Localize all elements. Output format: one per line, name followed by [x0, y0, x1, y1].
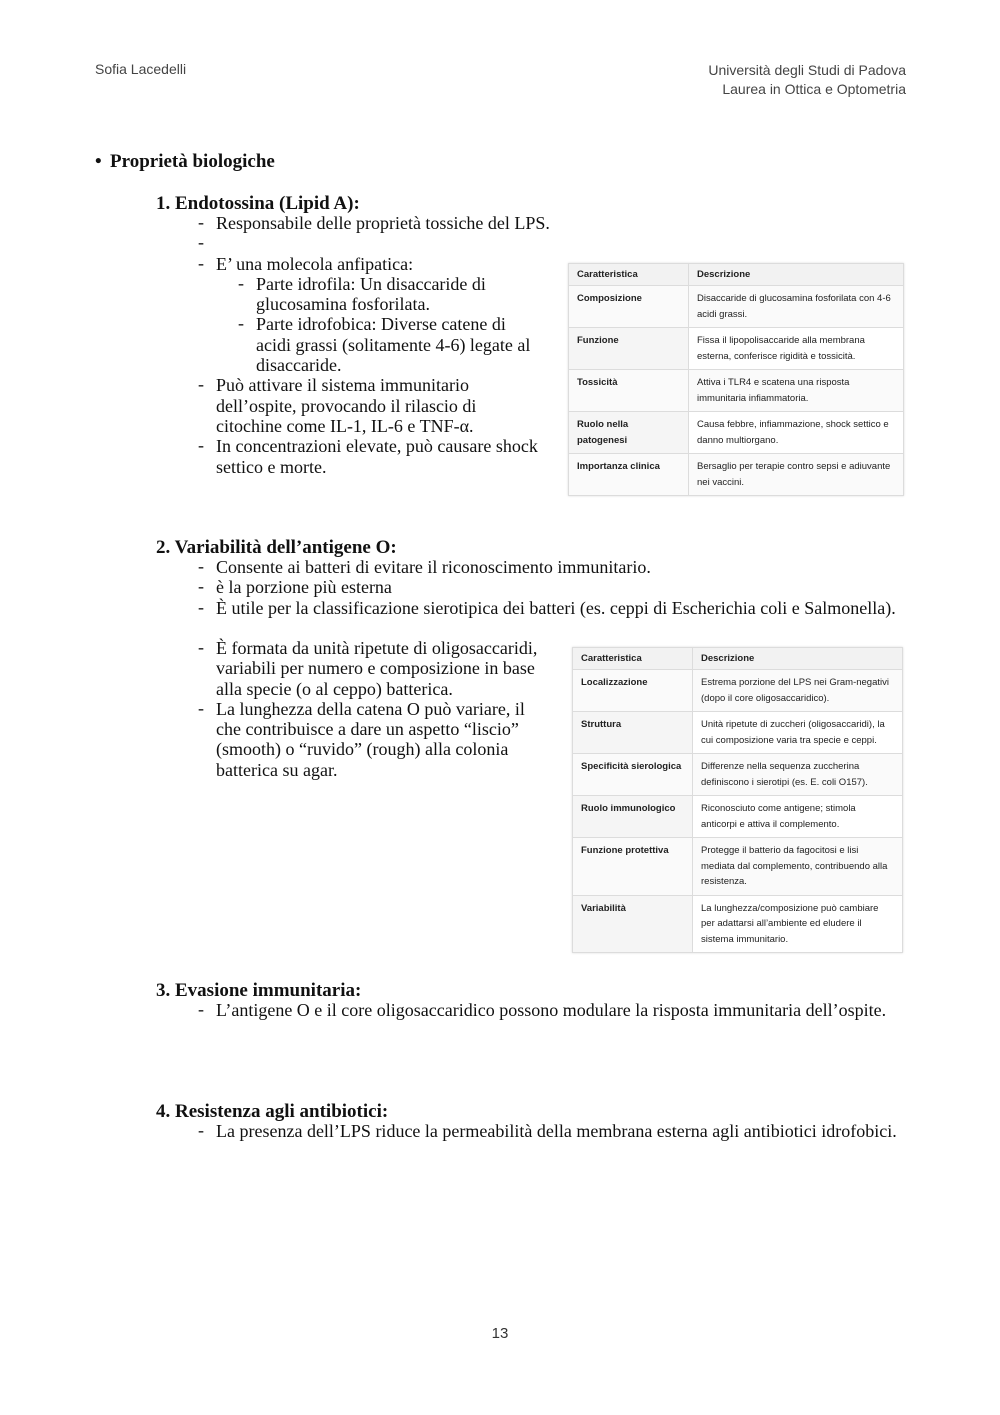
list-item: - Può attivare il sistema immunitario dell’ospite, provocando il rilascio di citochine come IL-1, IL-6 e TNF-α.: [196, 375, 541, 436]
table-value-cell: Differenze nella sequenza zuccherina definiscono i sierotipi (es. E. coli O157).: [693, 754, 903, 796]
sub-list: [196, 274, 541, 375]
table-value-cell: Protegge il batterio da fagocitosi e lisi mediata dal complemento, contribuendo alla resistenza.: [693, 838, 903, 896]
header-course: Laurea in Ottica e Optometria: [722, 81, 906, 97]
table-header-cell: Caratteristica: [569, 264, 689, 286]
table-row: [573, 670, 903, 712]
table-row: [573, 796, 903, 838]
table-header-row: [569, 264, 904, 286]
section-4-title: 4. Resistenza agli antibiotici:: [156, 1101, 389, 1122]
table-key-cell: Localizzazione: [573, 670, 693, 712]
header-author: Sofia Lacedelli: [95, 61, 187, 77]
list-item: - E’ una molecola anfipatica:: [196, 254, 541, 274]
table-row: [569, 370, 904, 412]
table-value-cell: Attiva i TLR4 e scatena una risposta immunitaria infiammatoria.: [689, 370, 904, 412]
header-institution: [708, 61, 906, 99]
empty-item: [216, 233, 221, 253]
lipid-a-table: [568, 263, 904, 496]
section-2-list-top: [196, 557, 896, 618]
table-value-cell: Unità ripetute di zuccheri (oligosaccaridi), la cui composizione varia tra specie e ceppi.: [693, 712, 903, 754]
table-row: [573, 895, 903, 953]
sub-list-item: - Parte idrofila: Un disaccaride di glucosamina fosforilata.: [236, 274, 541, 315]
section-3-title: 3. Evasione immunitaria:: [156, 980, 362, 1001]
table-row: [569, 454, 904, 496]
sub-list-container: [196, 274, 541, 375]
main-heading-text: Proprietà biologiche: [110, 151, 275, 172]
table-header-cell: Descrizione: [693, 648, 903, 670]
section-2-list-bottom: [196, 638, 546, 780]
list-item: - è la porzione più esterna: [196, 577, 896, 597]
list-item: - La lunghezza della catena O può variare, il che contribuisce a dare un aspetto “liscio” (smooth) o “ruvido” (rough) alla colonia batterica su agar.: [196, 699, 546, 780]
section-4-list: [196, 1121, 906, 1141]
list-item: [196, 233, 541, 253]
main-heading: [95, 151, 275, 173]
table-header-row: [573, 648, 903, 670]
table-row: [573, 754, 903, 796]
section-2-title: 2. Variabilità dell’antigene O:: [156, 537, 397, 558]
table-row: [573, 838, 903, 896]
table-value-cell: La lunghezza/composizione può cambiare per adattarsi all’ambiente ed eludere il sistema immunitario.: [693, 895, 903, 953]
table-row: [573, 712, 903, 754]
table-key-cell: Tossicità: [569, 370, 689, 412]
table-header-cell: Caratteristica: [573, 648, 693, 670]
section-1-list: [196, 213, 550, 477]
table-row: [569, 412, 904, 454]
table-value-cell: Causa febbre, infiammazione, shock settico e danno multiorgano.: [689, 412, 904, 454]
section-3-list: [196, 1000, 896, 1020]
table-key-cell: Funzione: [569, 328, 689, 370]
sub-list-item: - Parte idrofobica: Diverse catene di acidi grassi (solitamente 4-6) legate al disaccaride.: [236, 314, 541, 375]
list-item: - Responsabile delle proprietà tossiche del LPS.: [196, 213, 636, 233]
table-header-cell: Descrizione: [689, 264, 904, 286]
table-value-cell: Fissa il lipopolisaccaride alla membrana esterna, conferisce rigidità e tossicità.: [689, 328, 904, 370]
list-item: - È formata da unità ripetute di oligosaccaridi, variabili per numero e composizione in base alla specie (o al ceppo) batterica.: [196, 638, 546, 699]
table-value-cell: Bersaglio per terapie contro sepsi e adiuvante nei vaccini.: [689, 454, 904, 496]
list-item: - È utile per la classificazione sierotipica dei batteri (es. ceppi di Escherichia coli e Salmonella).: [196, 598, 896, 618]
table-row: [569, 328, 904, 370]
table-key-cell: Ruolo immunologico: [573, 796, 693, 838]
o-antigen-table: [572, 647, 903, 953]
page-number: 13: [491, 1325, 509, 1342]
table-key-cell: Importanza clinica: [569, 454, 689, 496]
table-key-cell: Variabilità: [573, 895, 693, 953]
table-row: [569, 286, 904, 328]
table-key-cell: Struttura: [573, 712, 693, 754]
table-key-cell: Funzione protettiva: [573, 838, 693, 896]
table-value-cell: Disaccaride di glucosamina fosforilata con 4-6 acidi grassi.: [689, 286, 904, 328]
section-1-title: 1. Endotossina (Lipid A):: [156, 193, 360, 214]
bullet-dot: •: [95, 151, 102, 172]
list-item: - In concentrazioni elevate, può causare shock settico e morte.: [196, 436, 541, 477]
list-item: - La presenza dell’LPS riduce la permeabilità della membrana esterna agli antibiotici idrofobici.: [196, 1121, 906, 1141]
header-university: Università degli Studi di Padova: [708, 62, 906, 78]
table-value-cell: Riconosciuto come antigene; stimola anticorpi e attiva il complemento.: [693, 796, 903, 838]
list-item: - L’antigene O e il core oligosaccaridico possono modulare la risposta immunitaria dell’ospite.: [196, 1000, 896, 1020]
table-key-cell: Composizione: [569, 286, 689, 328]
table-key-cell: Ruolo nella patogenesi: [569, 412, 689, 454]
list-item: - Consente ai batteri di evitare il riconoscimento immunitario.: [196, 557, 896, 577]
table-key-cell: Specificità sierologica: [573, 754, 693, 796]
table-value-cell: Estrema porzione del LPS nei Gram-negativi (dopo il core oligosaccaridico).: [693, 670, 903, 712]
